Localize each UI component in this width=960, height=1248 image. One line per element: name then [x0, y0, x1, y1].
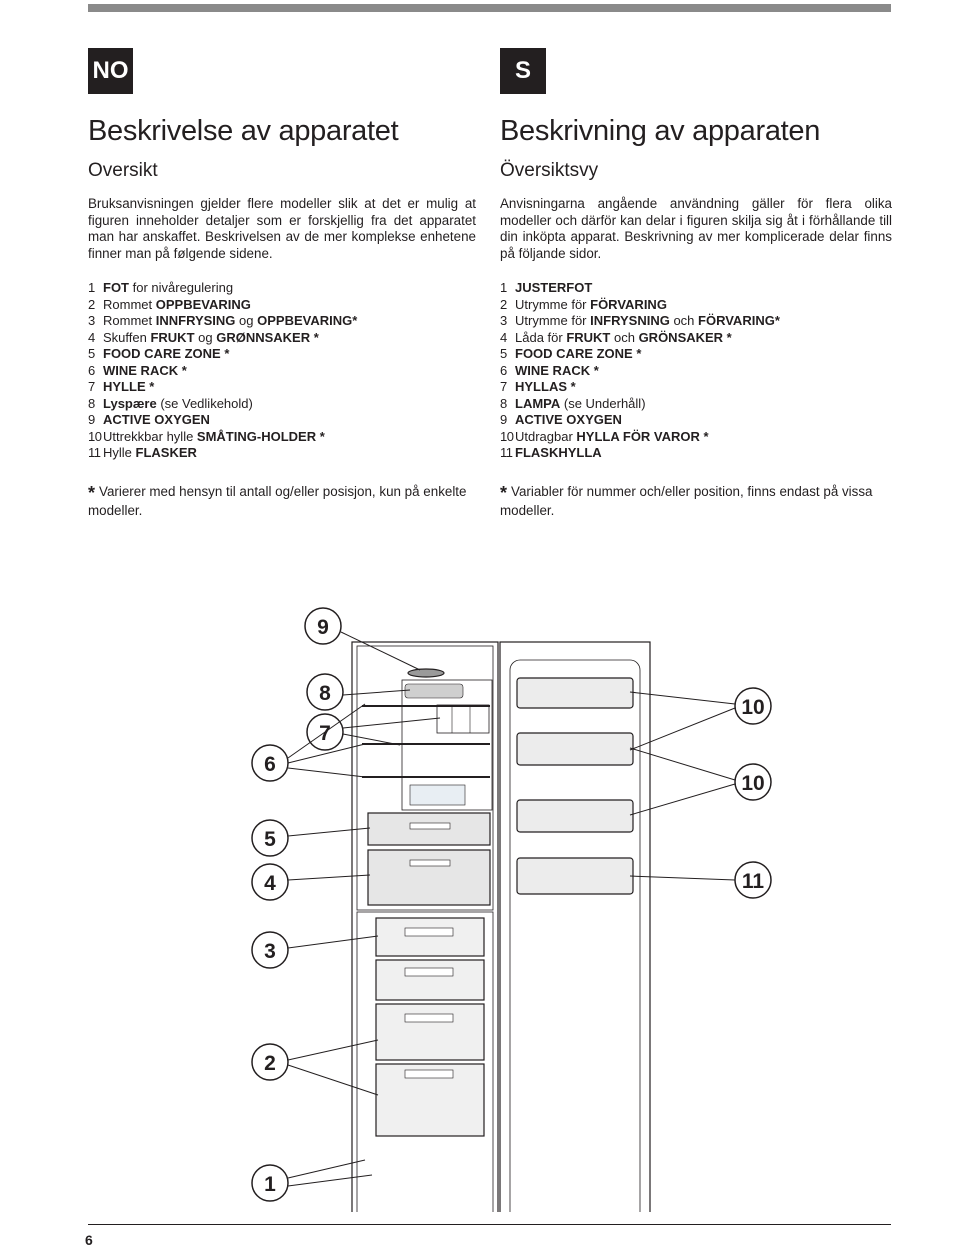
item-text: Utrymme för	[515, 313, 591, 328]
item-number: 1	[500, 280, 508, 295]
item-number: 4	[88, 329, 96, 345]
callout-label-9: 9	[317, 616, 329, 639]
item-number: 9	[88, 412, 96, 427]
item-keyword: GRÖNSAKER *	[638, 329, 732, 345]
item-text: och	[669, 313, 699, 328]
item-text: (se Underhåll)	[560, 395, 646, 411]
callout-label-5: 5	[264, 828, 276, 851]
callout-label-7: 7	[319, 722, 331, 745]
item-keyword: FÖRVARING	[590, 296, 667, 312]
item-keyword: WINE RACK *	[103, 362, 187, 378]
item-number: 5	[88, 346, 96, 361]
section-heading-se: Översiktsvy	[500, 160, 599, 181]
item-keyword: SMÅTING-HOLDER *	[196, 428, 325, 444]
item-number: 9	[500, 412, 508, 427]
item-keyword: FRUKT	[566, 329, 611, 345]
page-title-se: Beskrivning av apparaten	[500, 115, 821, 147]
language-badge-no: NO	[88, 48, 133, 94]
freezer-drawer-2	[376, 960, 484, 1000]
door-shelf-3	[517, 800, 633, 832]
item-keyword: INFRYSNING	[590, 313, 670, 328]
footnote-text-se: Variabler för nummer och/eller position, finns endast på vissa modeller.	[500, 484, 873, 518]
item-number: 5	[500, 346, 508, 361]
callout-label-10a: 10	[741, 696, 765, 719]
footer-area	[0, 1212, 960, 1248]
item-text: (se Vedlikehold)	[156, 395, 253, 411]
callout-label-10b: 10	[741, 772, 765, 795]
item-number: 7	[500, 379, 508, 394]
item-number: 11	[500, 445, 513, 460]
item-text: Uttrekkbar hylle	[103, 428, 197, 444]
item-text: Utrymme för	[515, 296, 591, 312]
section-heading-no: Oversikt	[88, 160, 158, 181]
door-shelf-2	[517, 733, 633, 765]
item-keyword: FOOD CARE ZONE *	[103, 346, 230, 361]
language-badge-se: S	[500, 48, 546, 94]
item-keyword: FLASKHYLLA	[515, 445, 602, 460]
item-keyword: ACTIVE OXYGEN	[103, 412, 210, 427]
item-text: Skuffen	[103, 329, 151, 345]
page-title-no: Beskrivelse av apparatet	[88, 115, 399, 147]
intro-paragraph-se: Anvisningarna angående användning gäller för flera olika modeller och därför kan delar i figuren skilja sig åt i förhållande till din inköpta apparat. Beskrivning av mer komplicerade delar finns på följande sidor.	[500, 196, 892, 261]
item-text: Rommet	[103, 313, 156, 328]
item-number: 6	[88, 362, 96, 378]
item-number: 8	[88, 395, 96, 411]
item-keyword: FLASKER	[135, 445, 197, 460]
door-shelf-1	[517, 678, 633, 708]
item-keyword: WINE RACK *	[515, 362, 599, 378]
callout-label-6: 6	[264, 753, 276, 776]
item-text: och	[610, 329, 639, 345]
callout-label-3: 3	[264, 940, 276, 963]
lamp	[405, 684, 463, 698]
item-number: 10	[500, 428, 514, 444]
freezer-drawer-1	[376, 918, 484, 956]
callout-label-1: 1	[264, 1173, 276, 1196]
footnote-star-se: *	[500, 483, 508, 503]
item-number: 11	[88, 445, 101, 460]
active-oxygen-unit	[408, 669, 444, 677]
callout-label-4: 4	[264, 872, 276, 895]
callout-label-11: 11	[741, 870, 765, 893]
item-number: 8	[500, 395, 508, 411]
item-text: og	[194, 329, 217, 345]
page-number: 6	[85, 1232, 93, 1248]
item-number: 10	[88, 428, 102, 444]
item-number: 7	[88, 379, 96, 394]
item-number: 3	[500, 313, 508, 328]
item-text: Rommet	[103, 296, 156, 312]
item-text: Låda för	[515, 329, 567, 345]
item-keyword: HYLLE *	[103, 379, 155, 394]
item-keyword: GRØNNSAKER *	[216, 329, 319, 345]
item-keyword: FOOD CARE ZONE *	[515, 346, 642, 361]
bottle-shelf	[517, 858, 633, 894]
item-number: 2	[500, 296, 508, 312]
item-text: for nivåregulering	[129, 280, 234, 295]
wine-rack	[410, 785, 465, 805]
small-items-holder	[437, 705, 489, 733]
item-keyword: LAMPA	[515, 395, 561, 411]
intro-paragraph-no: Bruksanvisningen gjelder flere modeller slik at det er mulig at figuren inneholder detaljer som er forskjellig fra det apparatet man har anskaffet. Beskrivelsen av de mer komplekse enhetene finner man på følgende sidene.	[88, 196, 476, 261]
item-number: 4	[500, 329, 508, 345]
footnote-star-no: *	[88, 483, 96, 503]
item-number: 2	[88, 296, 96, 312]
item-keyword: FÖRVARING*	[698, 313, 780, 328]
item-text: Hylle	[103, 445, 136, 460]
item-keyword: FRUKT	[150, 329, 195, 345]
item-keyword: FOT	[103, 280, 129, 295]
item-keyword: Lyspære	[103, 395, 157, 411]
item-number: 3	[88, 313, 96, 328]
item-keyword: OPPBEVARING*	[257, 313, 358, 328]
callout-label-2: 2	[264, 1052, 276, 1075]
item-keyword: INNFRYSING	[155, 313, 236, 328]
item-number: 1	[88, 280, 96, 295]
item-text: og	[235, 313, 258, 328]
item-keyword: JUSTERFOT	[515, 280, 593, 295]
fruit-vegetable-drawer	[368, 850, 490, 905]
item-number: 6	[500, 362, 508, 378]
footer-rule	[88, 1224, 891, 1225]
item-keyword: OPPBEVARING	[155, 296, 251, 312]
freezer-drawer-3	[376, 1004, 484, 1060]
item-keyword: ACTIVE OXYGEN	[515, 412, 622, 427]
callout-label-8: 8	[319, 682, 331, 705]
footnote-text-no: Varierer med hensyn til antall og/eller posisjon, kun på enkelte modeller.	[88, 484, 467, 518]
item-text: Utdragbar	[515, 428, 577, 444]
item-keyword: HYLLAS *	[515, 379, 576, 394]
item-keyword: HYLLA FÖR VAROR *	[576, 428, 709, 444]
